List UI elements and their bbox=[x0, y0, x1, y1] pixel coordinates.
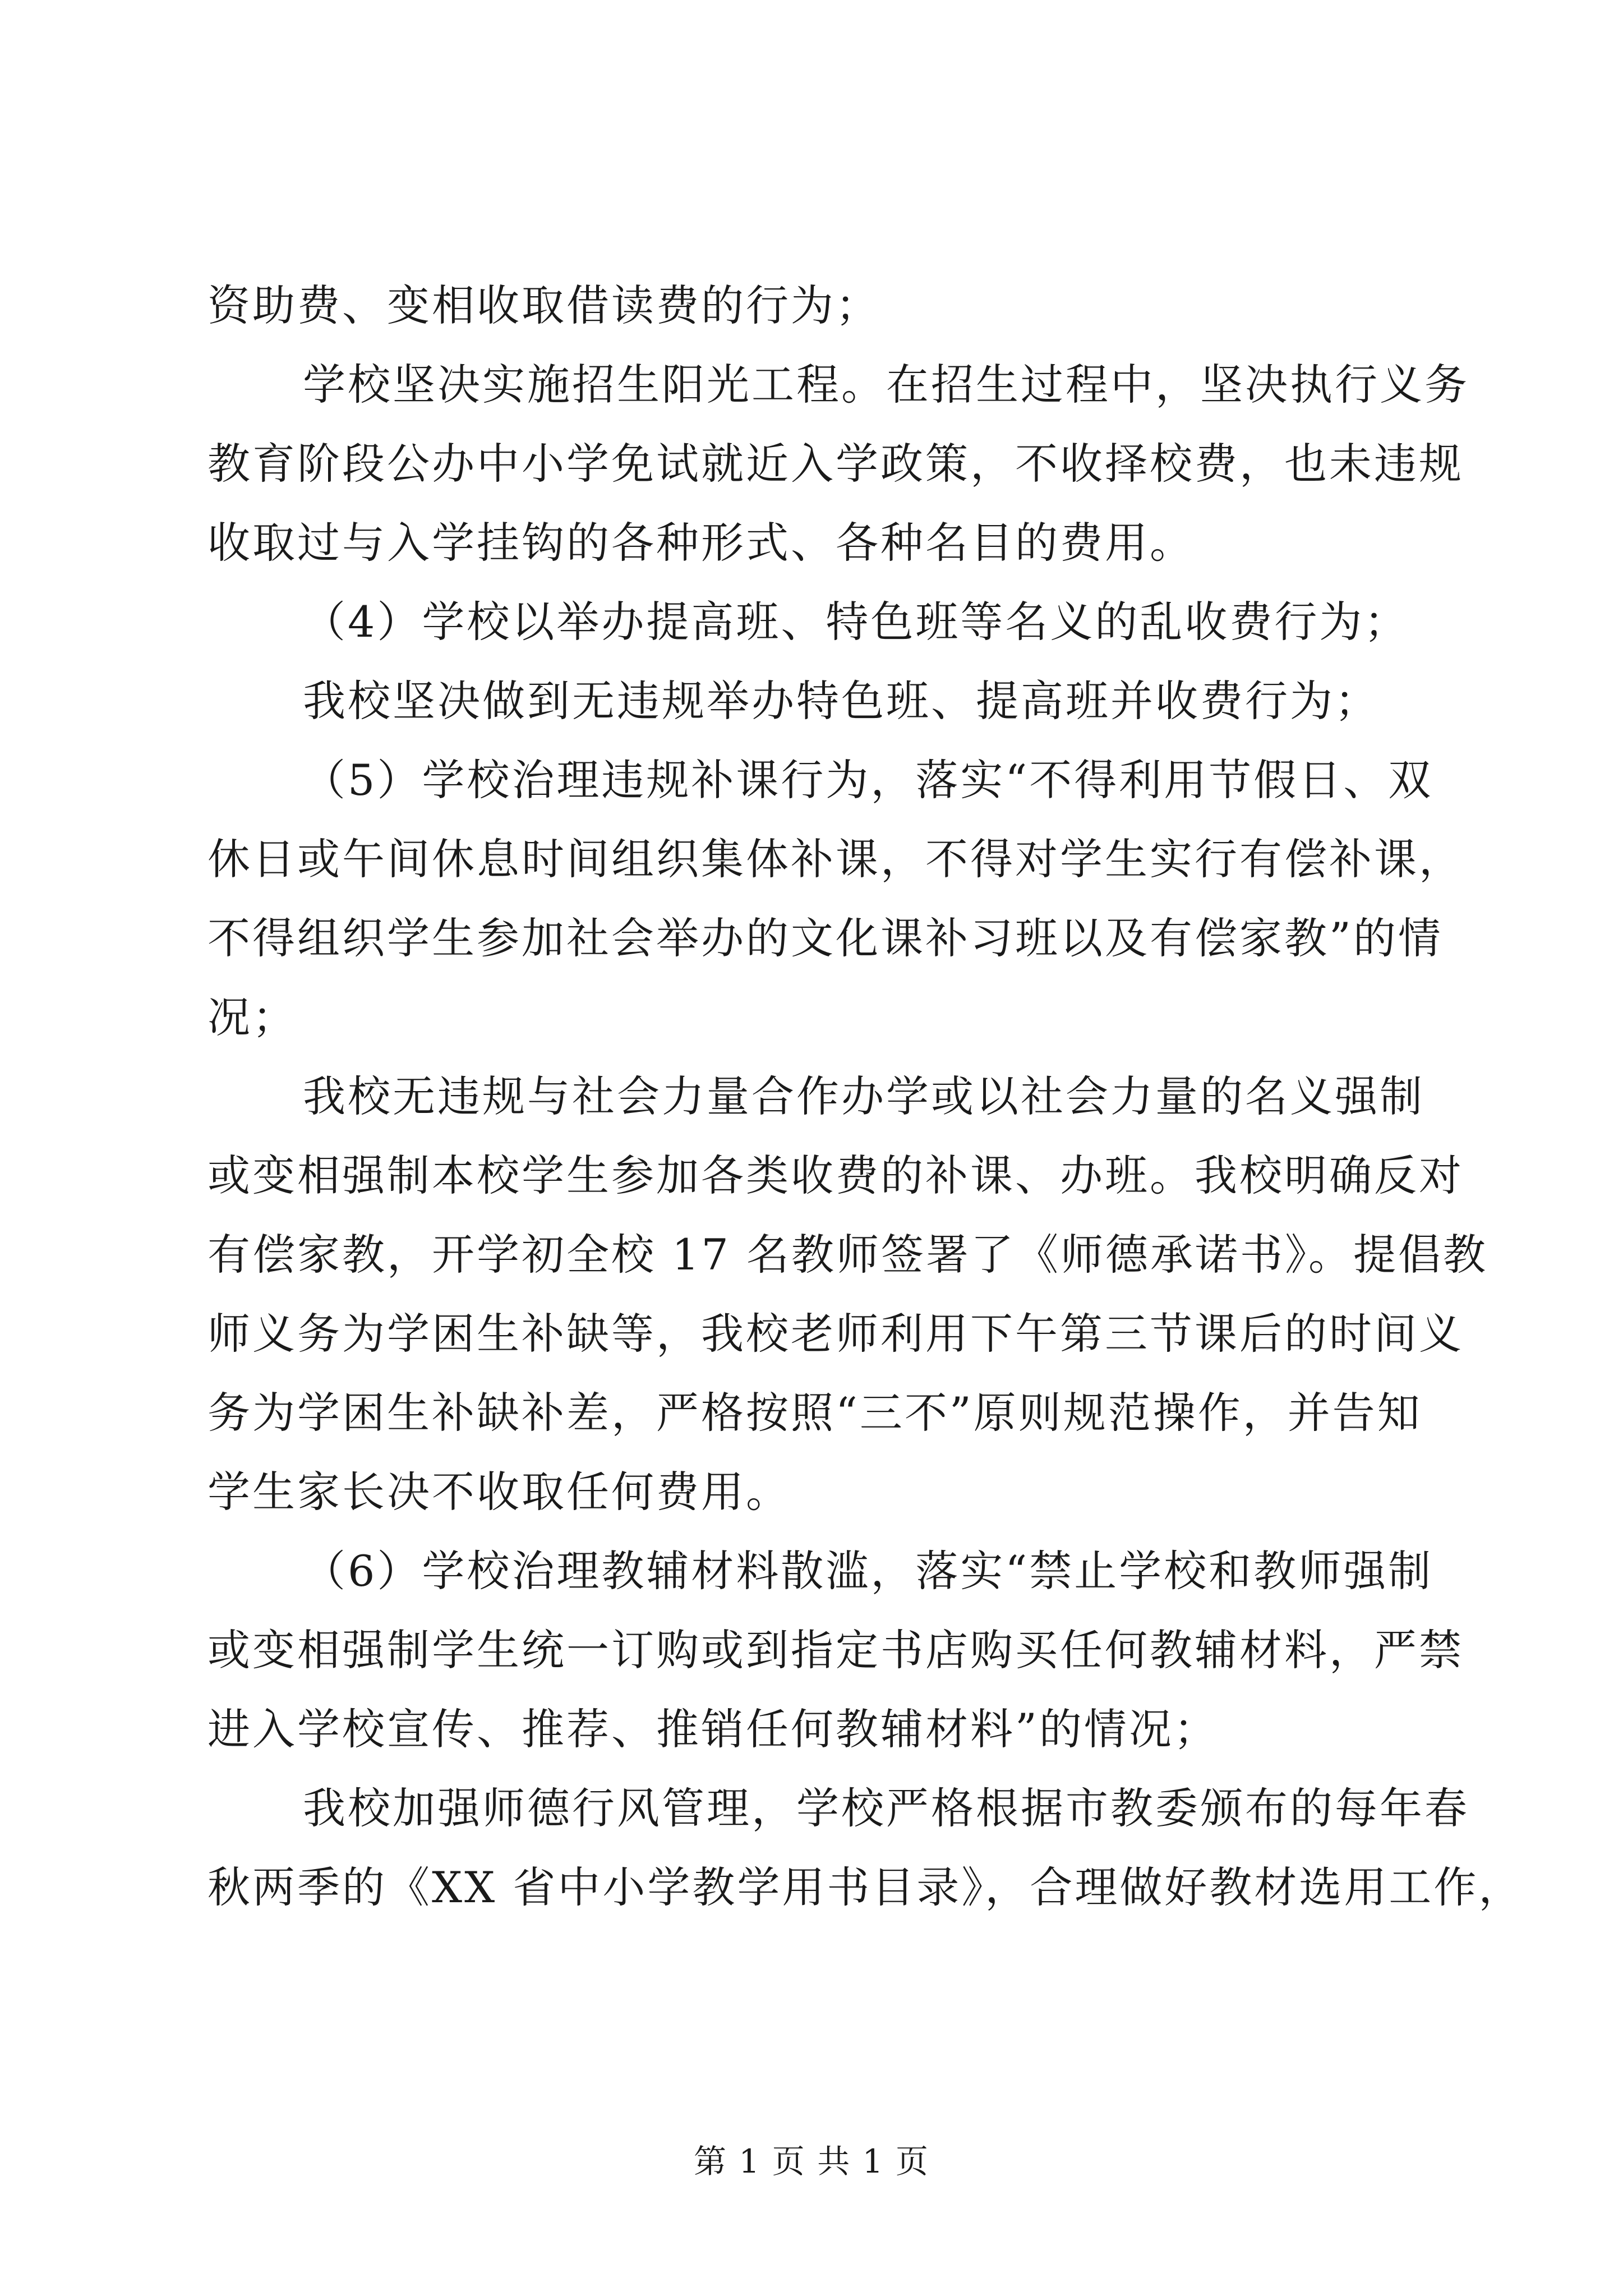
page-footer bbox=[0, 2142, 1623, 2181]
text-line: 我校加强师德行风管理，学校严格根据市教委颁布的每年春 bbox=[303, 1783, 1469, 1833]
text-line: （5）学校治理违规补课行为，落实“不得利用节假日、双 bbox=[303, 755, 1433, 805]
text-line: 或变相强制本校学生参加各类收费的补课、办班。我校明确反对 bbox=[208, 1151, 1464, 1200]
text-line: 或变相强制学生统一订购或到指定书店购买任何教辅材料，严禁 bbox=[208, 1625, 1464, 1675]
text-line: 我校坚决做到无违规举办特色班、提高班并收费行为； bbox=[303, 676, 1380, 726]
text-line: 收取过与入学挂钩的各种形式、各种名目的费用。 bbox=[208, 518, 1195, 568]
text-line: 秋两季的《XX 省中小学教学用书目录》，合理做好教材选用工作， bbox=[208, 1862, 1524, 1912]
text-line: 师义务为学困生补缺等，我校老师利用下午第三节课后的时间义 bbox=[208, 1309, 1464, 1359]
text-line: 资助费、变相收取借读费的行为； bbox=[208, 280, 880, 330]
text-line: （6）学校治理教辅材料散滥，落实“禁止学校和教师强制 bbox=[303, 1546, 1433, 1596]
text-line: 有偿家教，开学初全校 17 名教师签署了《师德承诺书》。提倡教 bbox=[208, 1230, 1488, 1280]
text-line: 教育阶段公办中小学免试就近入学政策，不收择校费，也未违规 bbox=[208, 439, 1464, 489]
text-line: 学生家长决不收取任何费用。 bbox=[208, 1467, 791, 1517]
text-line: 务为学困生补缺补差，严格按照“三不”原则规范操作，并告知 bbox=[208, 1388, 1422, 1438]
text-line: 学校坚决实施招生阳光工程。在招生过程中，坚决执行义务 bbox=[303, 360, 1469, 409]
document-body bbox=[208, 266, 1524, 1927]
text-line: 况； bbox=[208, 992, 297, 1042]
text-line: 我校无违规与社会力量合作办学或以社会力量的名义强制 bbox=[303, 1071, 1424, 1121]
text-line: 不得组织学生参加社会举办的文化课补习班以及有偿家教”的情 bbox=[208, 913, 1443, 963]
page-number-label: 第 1 页 共 1 页 bbox=[694, 2142, 929, 2180]
text-line: （4）学校以举办提高班、特色班等名义的乱收费行为； bbox=[303, 597, 1409, 647]
text-line: 休日或午间休息时间组织集体补课，不得对学生实行有偿补课， bbox=[208, 834, 1464, 884]
text-line: 进入学校宣传、推荐、推销任何教辅材料”的情况； bbox=[208, 1704, 1219, 1754]
